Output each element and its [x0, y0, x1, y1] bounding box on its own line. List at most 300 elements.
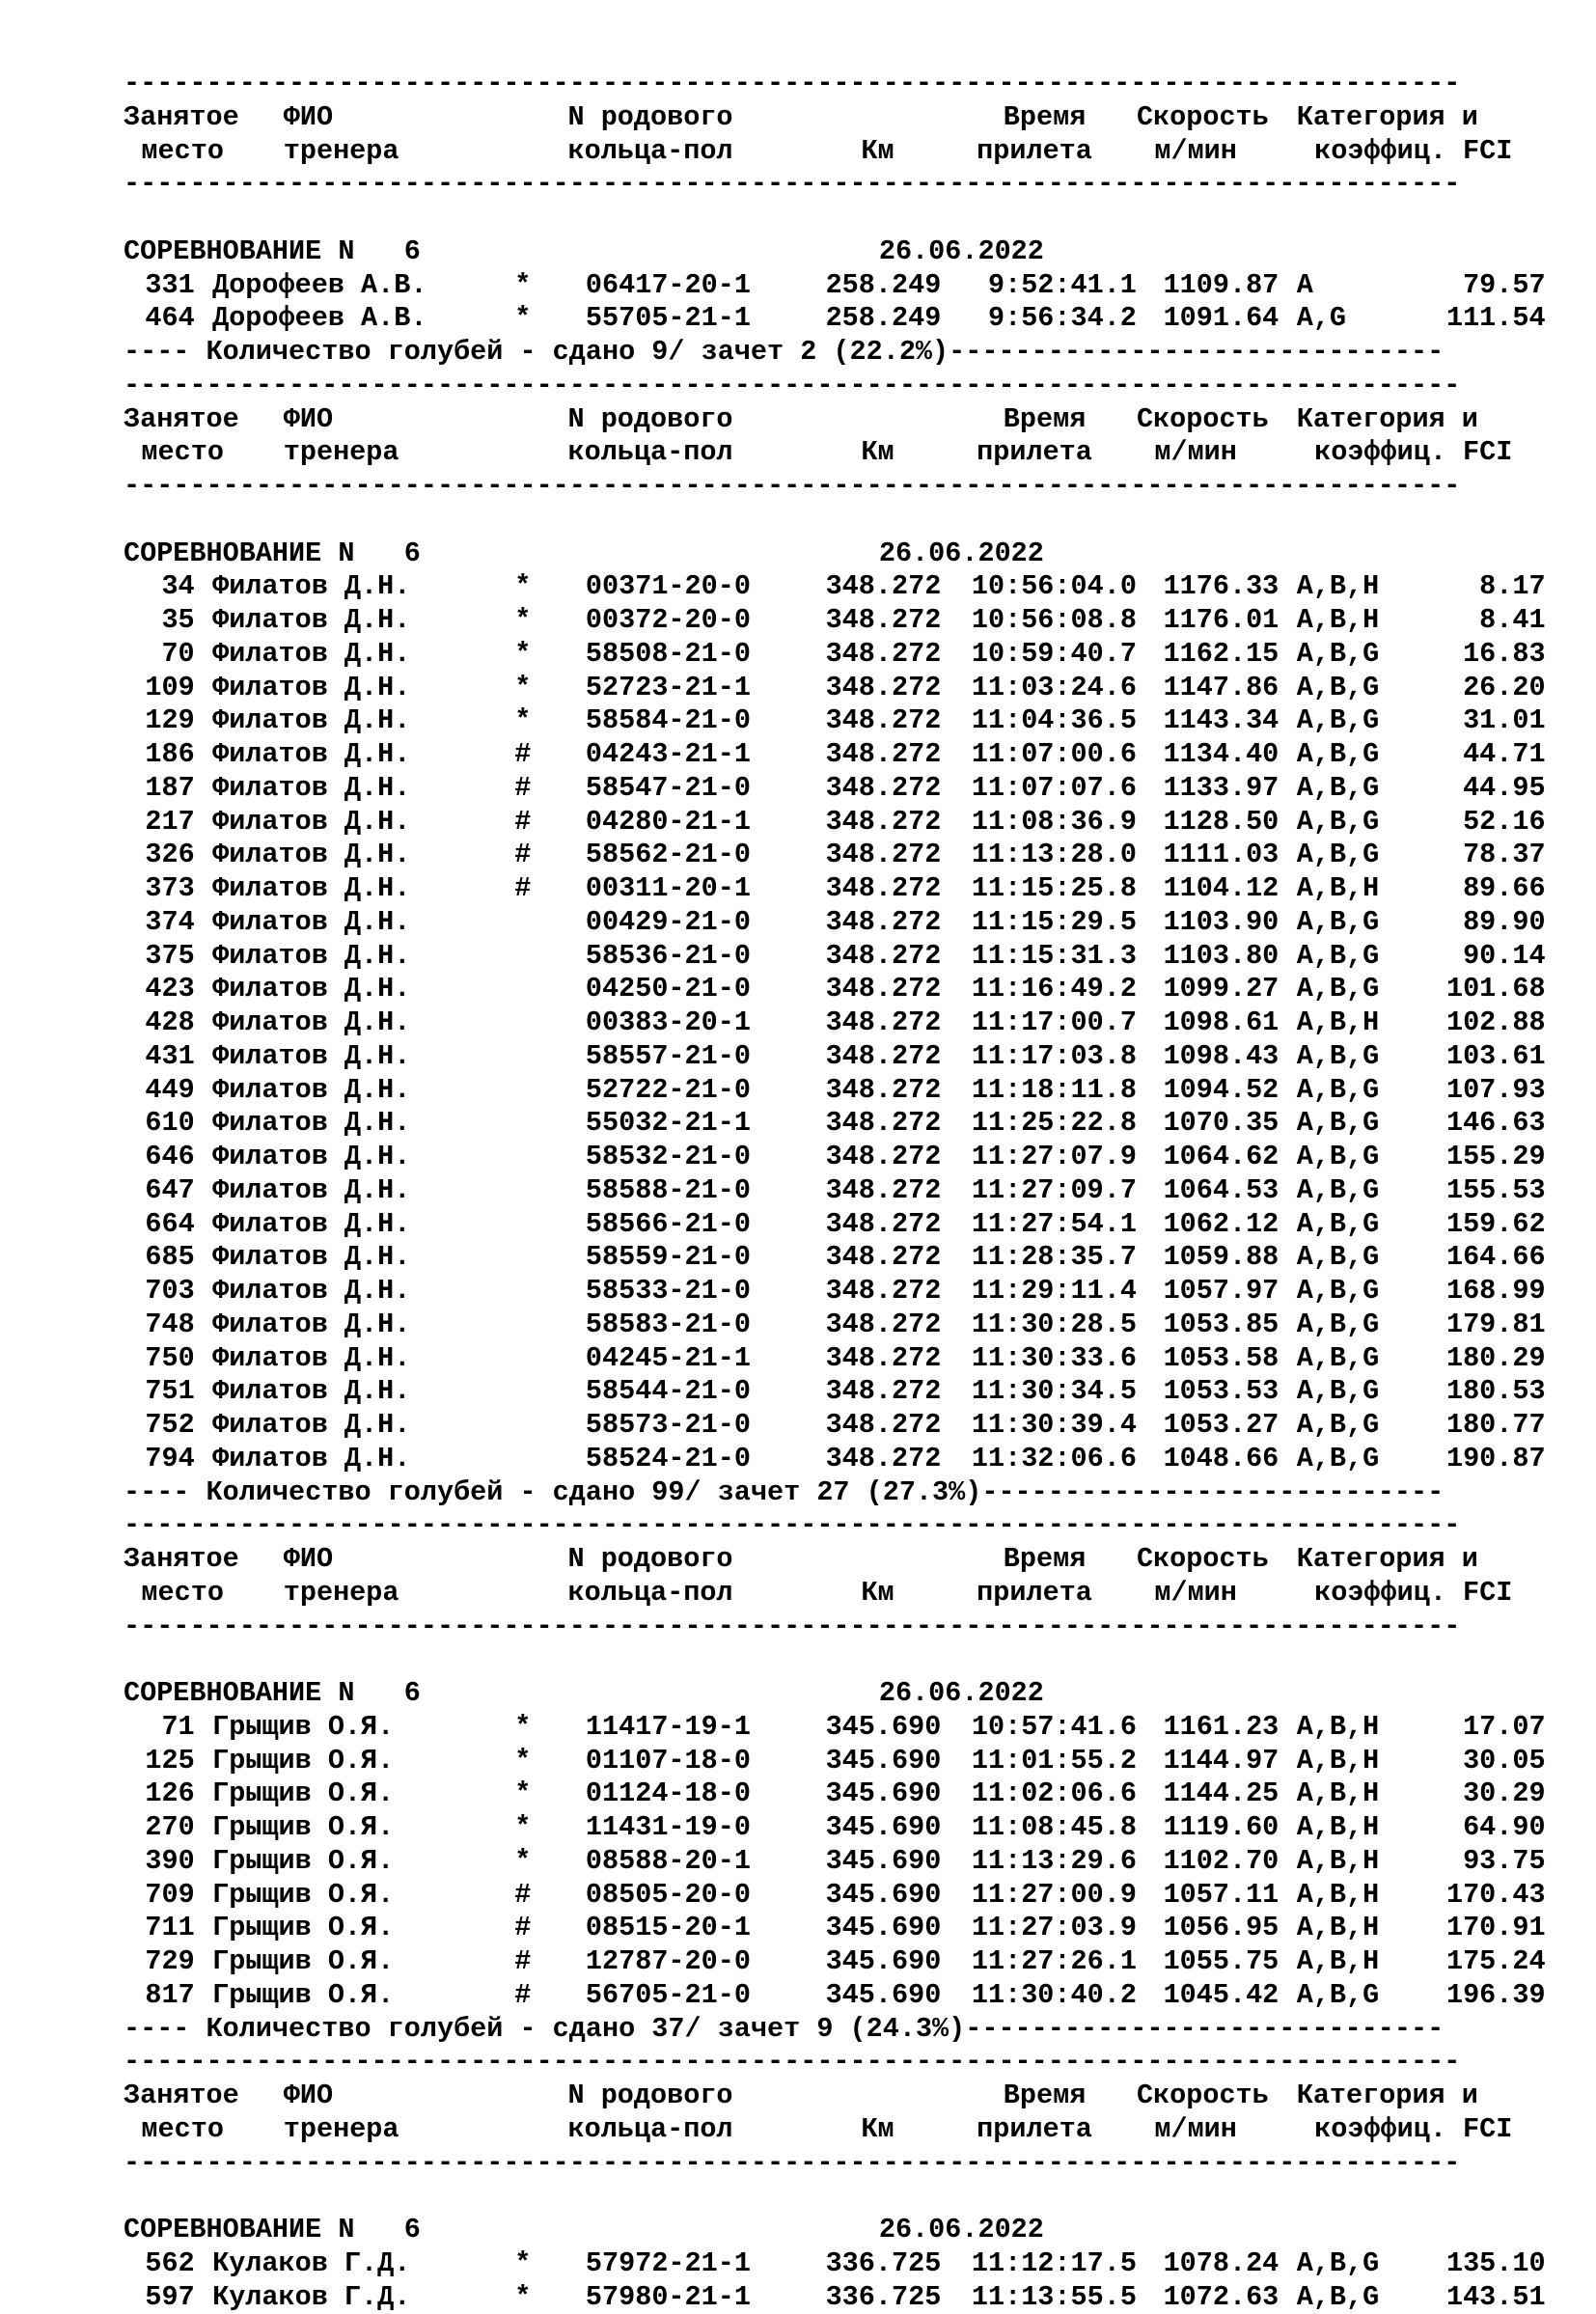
- category-cell: A,B,G: [1297, 638, 1380, 672]
- category-cell: A,B,G: [1297, 738, 1380, 772]
- time-cell: 11:27:26.1: [941, 1945, 1137, 1979]
- spacer: [124, 202, 1571, 235]
- speed-cell: 1176.01: [1137, 604, 1279, 638]
- km-cell: 348.272: [799, 1174, 941, 1208]
- table-row: [124, 1006, 1571, 1040]
- speed-cell: 1098.61: [1137, 1006, 1279, 1040]
- km-cell: 348.272: [799, 672, 941, 705]
- speed-cell: 1091.64: [1137, 302, 1279, 336]
- coef-cell: 44.95: [1403, 772, 1545, 806]
- time-cell: 11:02:06.6: [941, 1777, 1137, 1811]
- name-cell: Грыщив О.Я.: [212, 1845, 394, 1879]
- name-cell: Филатов Д.Н.: [212, 973, 410, 1006]
- separator-line: [124, 1509, 1571, 1543]
- coef-cell: 8.17: [1403, 570, 1545, 604]
- ring-cell: 04243-21-1: [586, 738, 751, 772]
- place-cell: 703: [124, 1275, 195, 1309]
- header-speed: Скорость: [1137, 1543, 1269, 1577]
- time-cell: 11:30:40.2: [941, 1979, 1137, 2013]
- speed-cell: 1104.12: [1137, 872, 1279, 906]
- category-cell: A,B,G: [1297, 1208, 1380, 1242]
- category-cell: A,B,H: [1297, 1745, 1380, 1778]
- time-cell: 10:57:41.6: [941, 1711, 1137, 1745]
- name-cell: Филатов Д.Н.: [212, 638, 410, 672]
- header-category-2: коэффиц. FCI: [1314, 2113, 1512, 2147]
- header-row-1: [124, 2080, 1571, 2113]
- mark-cell: *: [514, 1777, 531, 1811]
- category-cell: A,B,H: [1297, 1811, 1380, 1845]
- competition-line: [124, 235, 1571, 269]
- header-category-2: коэффиц. FCI: [1314, 135, 1512, 169]
- header-time: Время: [1004, 403, 1087, 437]
- place-cell: 752: [124, 1409, 195, 1443]
- coef-cell: 179.81: [1403, 1309, 1545, 1342]
- category-cell: A,B,H: [1297, 1945, 1380, 1979]
- category-cell: A,B,H: [1297, 1777, 1380, 1811]
- header-time: Время: [1004, 101, 1087, 135]
- coef-cell: 30.05: [1403, 1745, 1545, 1778]
- header-time-2: прилета: [977, 2113, 1092, 2147]
- ring-cell: 58562-21-0: [586, 839, 751, 872]
- place-cell: 423: [124, 973, 195, 1006]
- ring-cell: 12787-20-0: [586, 1945, 751, 1979]
- speed-cell: 1053.58: [1137, 1342, 1279, 1376]
- time-cell: 11:08:36.9: [941, 806, 1137, 840]
- place-cell: 331: [124, 269, 195, 303]
- speed-cell: 1176.33: [1137, 570, 1279, 604]
- place-cell: 373: [124, 872, 195, 906]
- table-row: [124, 1979, 1571, 2013]
- summary-line: [124, 336, 1571, 370]
- competition-label: СОРЕВНОВАНИЕ N 6: [124, 235, 421, 269]
- table-row: [124, 570, 1571, 604]
- header-category: Категория и: [1297, 1543, 1478, 1577]
- time-cell: 11:32:06.6: [941, 1443, 1137, 1476]
- category-cell: A,B,G: [1297, 2247, 1380, 2281]
- ring-cell: 00429-21-0: [586, 906, 751, 940]
- name-cell: Филатов Д.Н.: [212, 672, 410, 705]
- place-cell: 646: [124, 1141, 195, 1174]
- name-cell: Филатов Д.Н.: [212, 604, 410, 638]
- place-cell: 750: [124, 1342, 195, 1376]
- name-cell: Филатов Д.Н.: [212, 1006, 410, 1040]
- ring-cell: 58588-21-0: [586, 1174, 751, 1208]
- coef-cell: 159.62: [1403, 1208, 1545, 1242]
- coef-cell: 196.39: [1403, 1979, 1545, 2013]
- table-row: [124, 672, 1571, 705]
- name-cell: Филатов Д.Н.: [212, 940, 410, 974]
- separator-line: [124, 1611, 1571, 1644]
- mark-cell: #: [514, 1912, 531, 1945]
- coef-cell: 44.71: [1403, 738, 1545, 772]
- coef-cell: 89.66: [1403, 872, 1545, 906]
- table-row: [124, 704, 1571, 738]
- ring-cell: 04245-21-1: [586, 1342, 751, 1376]
- ring-cell: 55032-21-1: [586, 1107, 751, 1141]
- table-row: [124, 1342, 1571, 1376]
- ring-cell: 58566-21-0: [586, 1208, 751, 1242]
- coef-cell: 190.87: [1403, 1443, 1545, 1476]
- speed-cell: 1109.87: [1137, 269, 1279, 303]
- place-cell: 610: [124, 1107, 195, 1141]
- speed-cell: 1147.86: [1137, 672, 1279, 705]
- header-fio: ФИО: [284, 1543, 333, 1577]
- mark-cell: *: [514, 604, 531, 638]
- time-cell: 10:59:40.7: [941, 638, 1137, 672]
- header-row-1: [124, 1543, 1571, 1577]
- header-fio-2: тренера: [284, 1577, 399, 1611]
- place-cell: 71: [124, 1711, 195, 1745]
- ring-cell: 58547-21-0: [586, 772, 751, 806]
- ring-cell: 11431-19-0: [586, 1811, 751, 1845]
- category-cell: A,B,H: [1297, 1711, 1380, 1745]
- coef-cell: 180.77: [1403, 1409, 1545, 1443]
- place-cell: 35: [124, 604, 195, 638]
- coef-cell: 26.20: [1403, 672, 1545, 705]
- header-ring-2: кольца-пол: [568, 1577, 733, 1611]
- name-cell: Филатов Д.Н.: [212, 1208, 410, 1242]
- km-cell: 348.272: [799, 1074, 941, 1108]
- place-cell: 270: [124, 1811, 195, 1845]
- category-cell: A,B,G: [1297, 1979, 1380, 2013]
- name-cell: Филатов Д.Н.: [212, 1275, 410, 1309]
- km-cell: 258.249: [799, 269, 941, 303]
- coef-cell: 111.54: [1403, 302, 1545, 336]
- km-cell: 345.690: [799, 1945, 941, 1979]
- place-cell: 729: [124, 1945, 195, 1979]
- coef-cell: 180.29: [1403, 1342, 1545, 1376]
- place-cell: 562: [124, 2247, 195, 2281]
- category-cell: A,B,G: [1297, 1443, 1380, 1476]
- coef-cell: 93.75: [1403, 1845, 1545, 1879]
- category-cell: A,B,G: [1297, 839, 1380, 872]
- table-row: [124, 1945, 1571, 1979]
- time-cell: 11:15:25.8: [941, 872, 1137, 906]
- mark-cell: *: [514, 704, 531, 738]
- km-cell: 348.272: [799, 570, 941, 604]
- header-ring: N родового: [568, 403, 733, 437]
- category-cell: A,B,G: [1297, 1409, 1380, 1443]
- table-row: [124, 1107, 1571, 1141]
- coef-cell: 31.01: [1403, 704, 1545, 738]
- coef-cell: 16.83: [1403, 638, 1545, 672]
- time-cell: 11:08:45.8: [941, 1811, 1137, 1845]
- mark-cell: #: [514, 872, 531, 906]
- speed-cell: 1134.40: [1137, 738, 1279, 772]
- header-fio-2: тренера: [284, 135, 399, 169]
- ring-cell: 08588-20-1: [586, 1845, 751, 1879]
- coef-cell: 52.16: [1403, 806, 1545, 840]
- table-row: [124, 973, 1571, 1006]
- ring-cell: 56705-21-0: [586, 1979, 751, 2013]
- mark-cell: *: [514, 2247, 531, 2281]
- category-cell: A,B,H: [1297, 604, 1380, 638]
- header-category-2: коэффиц. FCI: [1314, 436, 1512, 470]
- category-cell: A,B,G: [1297, 1309, 1380, 1342]
- mark-cell: *: [514, 302, 531, 336]
- table-row: [124, 772, 1571, 806]
- place-cell: 217: [124, 806, 195, 840]
- coef-cell: 107.93: [1403, 1074, 1545, 1108]
- separator-dashes: ---------------------------------------------------------------------------------: [124, 168, 1460, 202]
- km-cell: 348.272: [799, 973, 941, 1006]
- km-cell: 348.272: [799, 940, 941, 974]
- ring-cell: 00372-20-0: [586, 604, 751, 638]
- speed-cell: 1119.60: [1137, 1811, 1279, 1845]
- speed-cell: 1094.52: [1137, 1074, 1279, 1108]
- mark-cell: #: [514, 1945, 531, 1979]
- ring-cell: 58559-21-0: [586, 1241, 751, 1275]
- place-cell: 685: [124, 1241, 195, 1275]
- name-cell: Грыщив О.Я.: [212, 1945, 394, 1979]
- coef-cell: 168.99: [1403, 1275, 1545, 1309]
- name-cell: Филатов Д.Н.: [212, 1375, 410, 1409]
- header-speed-2: м/мин: [1154, 1577, 1237, 1611]
- name-cell: Филатов Д.Н.: [212, 1342, 410, 1376]
- time-cell: 11:04:36.5: [941, 704, 1137, 738]
- ring-cell: 00311-20-1: [586, 872, 751, 906]
- speed-cell: 1057.11: [1137, 1879, 1279, 1913]
- km-cell: 348.272: [799, 1443, 941, 1476]
- header-speed-2: м/мин: [1154, 436, 1237, 470]
- coef-cell: 90.14: [1403, 940, 1545, 974]
- category-cell: A,B,G: [1297, 1375, 1380, 1409]
- ring-cell: 58532-21-0: [586, 1141, 751, 1174]
- name-cell: Филатов Д.Н.: [212, 806, 410, 840]
- header-category: Категория и: [1297, 403, 1478, 437]
- place-cell: 326: [124, 839, 195, 872]
- table-row: [124, 1811, 1571, 1845]
- ring-cell: 58544-21-0: [586, 1375, 751, 1409]
- header-time-2: прилета: [977, 1577, 1092, 1611]
- table-row: [124, 906, 1571, 940]
- category-cell: A,B,G: [1297, 1074, 1380, 1108]
- mark-cell: #: [514, 772, 531, 806]
- place-cell: 748: [124, 1309, 195, 1342]
- time-cell: 11:07:07.6: [941, 772, 1137, 806]
- spacer: [124, 2180, 1571, 2214]
- header-place: Занятое: [124, 1543, 239, 1577]
- coef-cell: 143.51: [1403, 2281, 1545, 2314]
- place-cell: 794: [124, 1443, 195, 1476]
- table-row: [124, 638, 1571, 672]
- km-cell: 348.272: [799, 1107, 941, 1141]
- ring-cell: 04280-21-1: [586, 806, 751, 840]
- header-fio: ФИО: [284, 403, 333, 437]
- coef-cell: 89.90: [1403, 906, 1545, 940]
- separator-dashes: ---------------------------------------------------------------------------------: [124, 1509, 1460, 1543]
- time-cell: 11:13:55.5: [941, 2281, 1137, 2314]
- speed-cell: 1144.97: [1137, 1745, 1279, 1778]
- km-cell: 348.272: [799, 604, 941, 638]
- table-row: [124, 1241, 1571, 1275]
- km-cell: 348.272: [799, 772, 941, 806]
- coef-cell: 164.66: [1403, 1241, 1545, 1275]
- ring-cell: 00383-20-1: [586, 1006, 751, 1040]
- name-cell: Филатов Д.Н.: [212, 1141, 410, 1174]
- header-ring-2: кольца-пол: [568, 2113, 733, 2147]
- ring-cell: 58533-21-0: [586, 1275, 751, 1309]
- name-cell: Грыщив О.Я.: [212, 1745, 394, 1778]
- header-time-2: прилета: [977, 436, 1092, 470]
- separator-line: [124, 168, 1571, 202]
- category-cell: A,B,G: [1297, 806, 1380, 840]
- separator-line: [124, 68, 1571, 101]
- time-cell: 11:17:03.8: [941, 1040, 1137, 1074]
- ring-cell: 52723-21-1: [586, 672, 751, 705]
- table-row: [124, 1275, 1571, 1309]
- name-cell: Кулаков Г.Д.: [212, 2281, 410, 2314]
- km-cell: 348.272: [799, 704, 941, 738]
- time-cell: 11:13:29.6: [941, 1845, 1137, 1879]
- km-cell: 348.272: [799, 1241, 941, 1275]
- speed-cell: 1055.75: [1137, 1945, 1279, 1979]
- place-cell: 109: [124, 672, 195, 705]
- header-row-1: [124, 101, 1571, 135]
- header-ring: N родового: [568, 2080, 733, 2113]
- header-place: Занятое: [124, 2080, 239, 2113]
- km-cell: 348.272: [799, 1208, 941, 1242]
- time-cell: 11:16:49.2: [941, 973, 1137, 1006]
- time-cell: 11:15:31.3: [941, 940, 1137, 974]
- coef-cell: 64.90: [1403, 1811, 1545, 1845]
- name-cell: Филатов Д.Н.: [212, 872, 410, 906]
- mark-cell: *: [514, 672, 531, 705]
- summary-line: [124, 1476, 1571, 1510]
- table-row: [124, 1711, 1571, 1745]
- table-row: [124, 1845, 1571, 1879]
- table-row: [124, 1040, 1571, 1074]
- mark-cell: *: [514, 1845, 531, 1879]
- competition-line: [124, 537, 1571, 571]
- category-cell: A,B,G: [1297, 704, 1380, 738]
- table-row: [124, 2281, 1571, 2314]
- speed-cell: 1133.97: [1137, 772, 1279, 806]
- coef-cell: 180.53: [1403, 1375, 1545, 1409]
- summary-text: ---- Количество голубей - сдано 37/ зачет 9 (24.3%)-----------------------------: [124, 2013, 1444, 2047]
- summary-line: [124, 2013, 1571, 2047]
- category-cell: A,B,G: [1297, 1107, 1380, 1141]
- km-cell: 348.272: [799, 806, 941, 840]
- header-time-2: прилета: [977, 135, 1092, 169]
- category-cell: A,B,H: [1297, 570, 1380, 604]
- header-ring-2: кольца-пол: [568, 135, 733, 169]
- header-speed-2: м/мин: [1154, 135, 1237, 169]
- name-cell: Филатов Д.Н.: [212, 1074, 410, 1108]
- coef-cell: 103.61: [1403, 1040, 1545, 1074]
- header-row-2: [124, 135, 1571, 169]
- header-fio: ФИО: [284, 2080, 333, 2113]
- name-cell: Филатов Д.Н.: [212, 906, 410, 940]
- separator-dashes: ---------------------------------------------------------------------------------: [124, 2046, 1460, 2080]
- category-cell: A: [1297, 269, 1313, 303]
- place-cell: 129: [124, 704, 195, 738]
- km-cell: 258.249: [799, 302, 941, 336]
- name-cell: Филатов Д.Н.: [212, 1241, 410, 1275]
- km-cell: 348.272: [799, 738, 941, 772]
- speed-cell: 1053.85: [1137, 1309, 1279, 1342]
- header-row-2: [124, 2113, 1571, 2147]
- ring-cell: 57980-21-1: [586, 2281, 751, 2314]
- table-row: [124, 2247, 1571, 2281]
- name-cell: Филатов Д.Н.: [212, 772, 410, 806]
- ring-cell: 58557-21-0: [586, 1040, 751, 1074]
- competition-date: 26.06.2022: [879, 235, 1044, 269]
- place-cell: 126: [124, 1777, 195, 1811]
- place-cell: 709: [124, 1879, 195, 1913]
- table-row: [124, 1309, 1571, 1342]
- category-cell: A,B,G: [1297, 940, 1380, 974]
- name-cell: Грыщив О.Я.: [212, 1879, 394, 1913]
- km-cell: 345.690: [799, 1912, 941, 1945]
- place-cell: 751: [124, 1375, 195, 1409]
- km-cell: 348.272: [799, 1040, 941, 1074]
- time-cell: 11:29:11.4: [941, 1275, 1137, 1309]
- time-cell: 11:30:39.4: [941, 1409, 1137, 1443]
- category-cell: A,B,G: [1297, 772, 1380, 806]
- category-cell: A,B,G: [1297, 1241, 1380, 1275]
- place-cell: 664: [124, 1208, 195, 1242]
- name-cell: Грыщив О.Я.: [212, 1912, 394, 1945]
- km-cell: 348.272: [799, 1006, 941, 1040]
- table-row: [124, 604, 1571, 638]
- coef-cell: 155.29: [1403, 1141, 1545, 1174]
- mark-cell: *: [514, 2281, 531, 2314]
- mark-cell: #: [514, 806, 531, 840]
- table-row: [124, 269, 1571, 303]
- separator-dashes: ---------------------------------------------------------------------------------: [124, 2147, 1460, 2181]
- competition-date: 26.06.2022: [879, 537, 1044, 571]
- km-cell: 345.690: [799, 1811, 941, 1845]
- speed-cell: 1062.12: [1137, 1208, 1279, 1242]
- place-cell: 186: [124, 738, 195, 772]
- ring-cell: 58508-21-0: [586, 638, 751, 672]
- table-row: [124, 839, 1571, 872]
- name-cell: Грыщив О.Я.: [212, 1777, 394, 1811]
- mark-cell: #: [514, 839, 531, 872]
- header-row-2: [124, 1577, 1571, 1611]
- speed-cell: 1053.27: [1137, 1409, 1279, 1443]
- place-cell: 428: [124, 1006, 195, 1040]
- time-cell: 11:07:00.6: [941, 738, 1137, 772]
- ring-cell: 11417-19-1: [586, 1711, 751, 1745]
- speed-cell: 1103.90: [1137, 906, 1279, 940]
- name-cell: Филатов Д.Н.: [212, 1107, 410, 1141]
- header-fio: ФИО: [284, 101, 333, 135]
- km-cell: 336.725: [799, 2247, 941, 2281]
- ring-cell: 58524-21-0: [586, 1443, 751, 1476]
- place-cell: 817: [124, 1979, 195, 2013]
- km-cell: 348.272: [799, 1342, 941, 1376]
- coef-cell: 17.07: [1403, 1711, 1545, 1745]
- speed-cell: 1057.97: [1137, 1275, 1279, 1309]
- km-cell: 345.690: [799, 1879, 941, 1913]
- table-row: [124, 738, 1571, 772]
- ring-cell: 01107-18-0: [586, 1745, 751, 1778]
- header-place-2: место: [141, 436, 224, 470]
- name-cell: Филатов Д.Н.: [212, 1409, 410, 1443]
- header-category: Категория и: [1297, 101, 1478, 135]
- summary-text: ---- Количество голубей - сдано 9/ зачет 2 (22.2%)------------------------------: [124, 336, 1444, 370]
- separator-line: [124, 470, 1571, 504]
- header-fio-2: тренера: [284, 436, 399, 470]
- table-row: [124, 806, 1571, 840]
- spacer: [124, 1643, 1571, 1677]
- separator-dashes: ---------------------------------------------------------------------------------: [124, 370, 1460, 403]
- ring-cell: 58536-21-0: [586, 940, 751, 974]
- table-row: [124, 940, 1571, 974]
- competition-line: [124, 2214, 1571, 2247]
